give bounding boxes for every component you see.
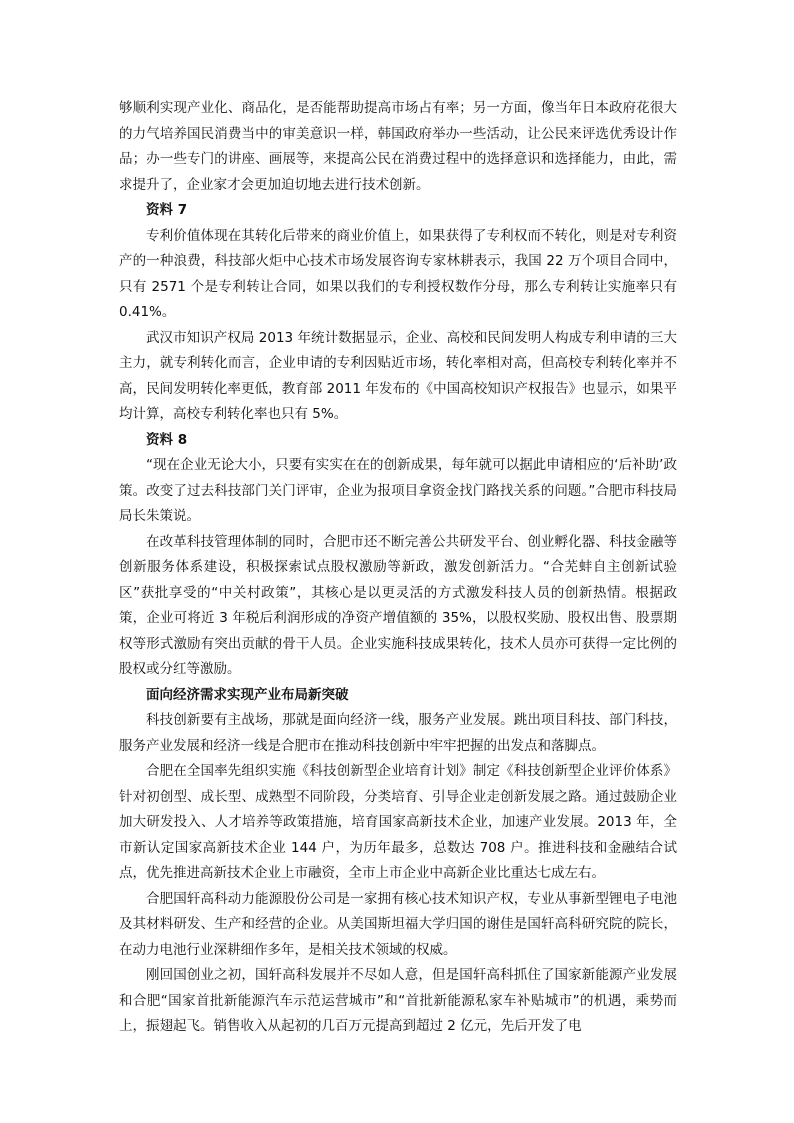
paragraph: 够顺利实现产业化、商品化，是否能帮助提高市场占有率；另一方面，像当年日本政府花很大的力气培养国民消费当中的审美意识一样，韩国政府举办一些活动，让公民来评选优秀设计作品；办一些专门的讲座、画展等，来提高公民在消费过程中的选择意识和选择能力，由此，需求提升了，企业家才会更加迫切地去进行技术创新。 <box>119 100 677 193</box>
document-page <box>119 96 677 1040</box>
paragraph: 武汉市知识产权局 2013 年统计数据显示，企业、高校和民间发明人构成专利申请的三大主力，就专利转化而言，企业申请的专利因贴近市场，转化率相对高，但高校专利转化率并不高，民间发明转化率更低，教育部 2011 年发布的《中国高校知识产权报告》也显示，如果平均计算，高校专利转化率也只有 5%。 <box>119 329 677 422</box>
paragraph: 合肥国轩高科动力能源股份公司是一家拥有核心技术知识产权，专业从事新型锂电子电池及其材料研发、生产和经营的企业。从美国斯坦福大学归国的谢佳是国轩高科研究院的院长，在动力电池行业深耕细作多年，是相关技术领域的权威。 <box>119 890 677 958</box>
paragraph: 在改革科技管理体制的同时，合肥市还不断完善公共研发平台、创业孵化器、科技金融等创新服务体系建设，积极探索试点股权激励等新政，激发创新活力。“合芜蚌自主创新试验区”获批享受的“中关村政策”，其核心是以更灵活的方式激发科技人员的创新热情。根据政策，企业可将近 3 年税后利润形成的净资产增值额的 35%，以股权奖励、股权出售、股票期权等形式激励有突出贡献的骨干人员。企业实施科技成果转化，技术人员亦可获得一定比例的股权或分红等激励。 <box>119 533 677 677</box>
section-heading: 资料 7 <box>146 202 188 218</box>
paragraph: 科技创新要有主战场，那就是面向经济一线，服务产业发展。跳出项目科技、部门科技，服务产业发展和经济一线是合肥市在推动科技创新中牢牢把握的出发点和落脚点。 <box>119 712 677 754</box>
section-heading: 面向经济需求实现产业布局新突破 <box>146 686 349 703</box>
paragraph: 合肥在全国率先组织实施《科技创新型企业培育计划》制定《科技创新型企业评价体系》针对初创型、成长型、成熟型不同阶段，分类培育、引导企业走创新发展之路。通过鼓励企业加大研发投入、人才培养等政策措施，培育国家高新技术企业，加速产业发展。2013 年，全市新认定国家高新技术企业 144 户，为历年最多，总数达 708 户。推进科技和金融结合试点，优先推进高新技术企业上市融资，全市上市企业中高新企业比重达七成左右。 <box>119 763 677 881</box>
paragraph: 专利价值体现在其转化后带来的商业价值上，如果获得了专利权而不转化，则是对专利资产的一种浪费，科技部火炬中心技术市场发展咨询专家林耕表示，我国 22 万个项目合同中，只有 2571 个是专利转让合同，如果以我们的专利授权数作分母，那么专利转让实施率只有 0.41%。 <box>119 227 677 320</box>
paragraph: 刚回国创业之初，国轩高科发展并不尽如人意，但是国轩高科抓住了国家新能源产业发展和合肥“国家首批新能源汽车示范运营城市”和“首批新能源私家车补贴城市”的机遇，乘势而上，振翅起飞。销售收入从起初的几百万元提高到超过 2 亿元，先后开发了电 <box>119 967 677 1034</box>
section-heading: 资料 8 <box>146 431 188 448</box>
paragraph: “现在企业无论大小，只要有实实在在的创新成果，每年就可以据此申请相应的‘后补助’政策。改变了过去科技部门关门评审，企业为报项目拿资金找门路找关系的问题。”合肥市科技局局长朱策说。 <box>119 457 677 524</box>
